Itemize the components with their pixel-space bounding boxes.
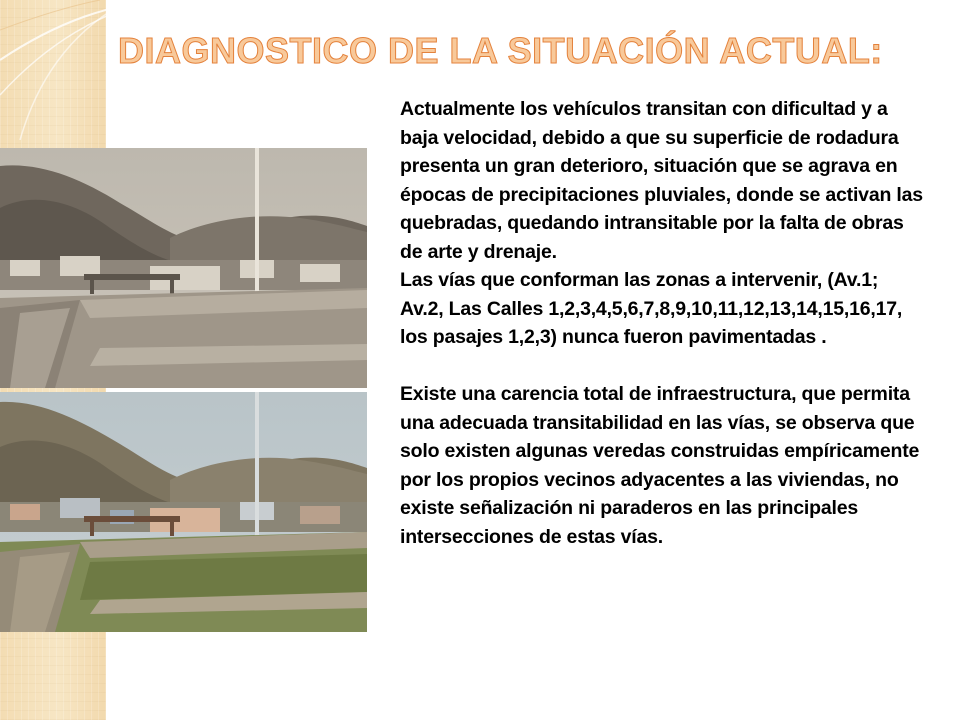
paragraph-streets-list: Las vías que conforman las zonas a intervenir, (Av.1; Av.2, Las Calles 1,2,3,4,5,6,7,8,9,10,11,12,13,14,15,16,17, los pasajes 1,2,3) nunca fueron pavimentadas . bbox=[400, 269, 903, 348]
paragraph-infrastructure: Existe una carencia total de infraestructura, que permita una adecuada transitabilidad en las vías, se observa que solo existen algunas veredas construidas empíricamente por los propios vecinos adyacentes a las viviendas, no existe señalización ni paraderos en las principales intersecciones de estas vías. bbox=[400, 383, 920, 548]
body-text bbox=[400, 95, 925, 551]
slide-title: DIAGNOSTICO DE LA SITUACIÓN ACTUAL: bbox=[118, 30, 883, 71]
photo-sepia-street bbox=[0, 148, 367, 388]
paragraph-spacer bbox=[400, 352, 925, 381]
paragraph-road-condition: Actualmente los vehículos transitan con dificultad y a baja velocidad, debido a que su superficie de rodadura presenta un gran deterioro, situación que se agrava en épocas de precipitaciones pluviales, donde se activan las quebradas, quedando intransitable por la falta de obras de arte y drenaje. bbox=[400, 98, 923, 263]
photo-color-street bbox=[0, 392, 367, 632]
